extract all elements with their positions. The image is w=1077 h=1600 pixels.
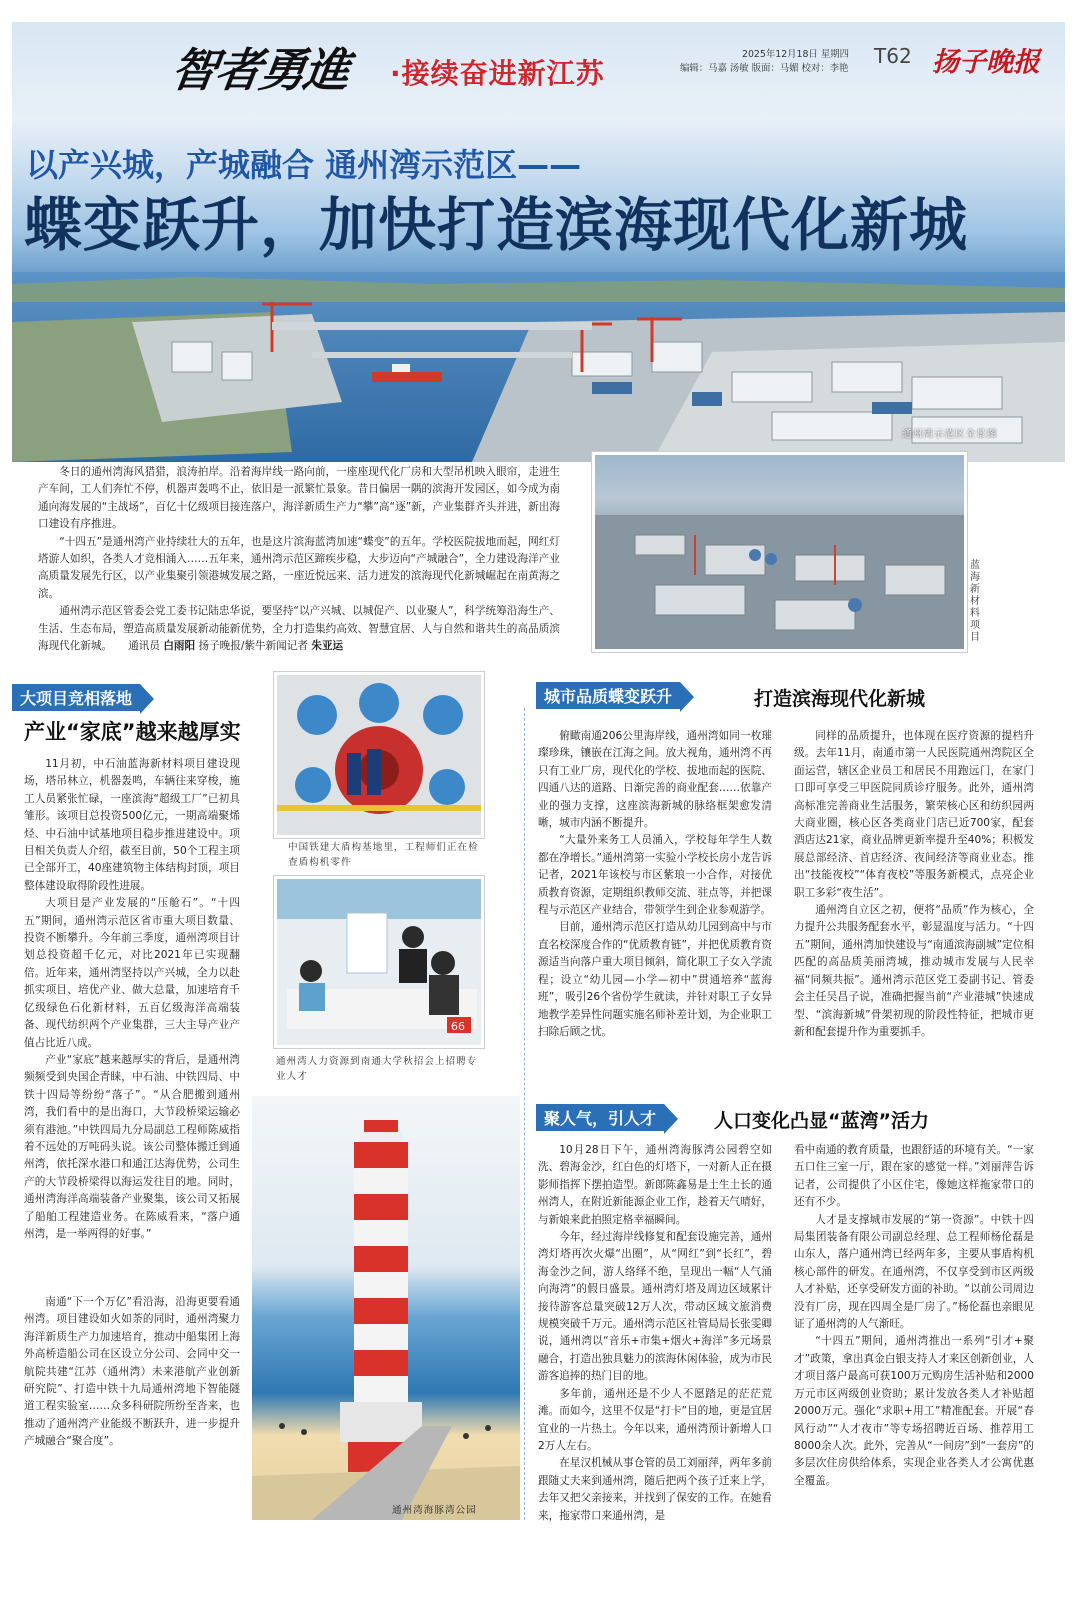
section-tag: 大项目竞相落地 [12, 684, 140, 711]
section2-col2 [794, 728, 1034, 1041]
section3-header [536, 1104, 664, 1131]
editor-credits: 编辑：马嘉 汤敏 版面：马媚 校对：李艳 [680, 63, 849, 74]
article-paragraph: 在星汉机械从事仓管的员工刘丽萍，两年多前跟随丈夫来到通州湾，随后把两个孩子迁来上学，去年又把父亲接来，并找到了保安的工作。在她看来，拖家带口来通州湾，是 [538, 1457, 772, 1522]
headline-main: 蝶变跃升，加快打造滨海现代化新城 [24, 191, 969, 259]
section1-header [12, 684, 140, 711]
article-paragraph: 看中南通的教育质量，也跟舒适的环境有关。“一家五口住三室一厅，跟在家的感觉一样。”刘丽萍告诉记者，公司提供了小区住宅，像她这样拖家带口的还有不少。 [794, 1144, 1034, 1209]
headline-kicker: 以产兴城，产城融合 通州湾示范区—— [26, 146, 582, 184]
article-paragraph: 俯瞰南通206公里海岸线，通州湾如同一枚璀璨珍珠，镶嵌在江海之间。放大视角，通州湾不再只有工业厂房，现代化的学校、拔地而起的医院、四通八达的道路、日渐完善的商业配套……依靠产业的强力支撑，这座滨海新城的脉络框架愈发清晰，城市内涵不断提升。 [538, 730, 772, 830]
intro-paragraph: “十四五”是通州湾产业持续壮大的五年，也是这片滨海蓝湾加速“蝶变”的五年。学校医院拔地而起，网红灯塔游人如织，各类人才竞相涌入……五年来，通州湾示范区蹄疾步稳，大步迈向“产城融合”，全力建设海洋产业高质量发展先行区，以产业集聚引领港城发展之路，一座近悦远来、活力迸发的滨海现代化新城崛起在南黄海之滨。 [38, 535, 560, 600]
section2-col1 [538, 728, 772, 1041]
section-divider [524, 708, 525, 1520]
section3-col2 [794, 1142, 1034, 1490]
section2-title: 打造滨海现代化新城 [754, 688, 926, 710]
article-paragraph: 同样的品质提升，也体现在医疗资源的提档升级。去年11月，南通市第一人民医院通州湾院区全面运营，辖区企业员工和居民不用跑远门，在家门口即可享受三甲医院同质诊疗服务。此外，通州湾高标准完善商业生活服务，繁荣核心区和纺织园两大商业圈，核心区各类商业门店已近700家，配套酒店达21家，商业品牌更新率提升至40%；积极发展总部经济、首店经济、夜间经济等商业业态。推出“技能夜校”“体育夜校”等服务新模式，点亮企业职工多彩“夜生活”。 [794, 730, 1034, 899]
lighthouse-photo [252, 1096, 520, 1520]
shield-machine-image [277, 675, 481, 835]
article-paragraph: “十四五”期间，通州湾推出一系列“引才+聚才”政策，拿出真金白银支持人才来区创新创业，人才项目落户最高可获100万元购房生活补贴和2000万元市区两级创业资助；累计发放各类人才补贴超2000万元。强化“求职+用工”精准配套。开展“春风行动”“人才夜市”等专场招聘近百场、推荐用工8000余人次。此外，完善从“一间房”到“一套房”的多层次住房供给体系，实现企业各类人才公寓优惠全覆盖。 [794, 1335, 1034, 1487]
hero-caption: 通州湾示范区全景图 [902, 429, 998, 440]
intro-article [38, 464, 560, 655]
lighthouse-image [252, 1096, 520, 1520]
article-paragraph: 南通“下一个万亿”看沿海，沿海更要看通州湾。项目建设如火如荼的同时，通州湾聚力海洋新质生产力加速培育，推动中船集团上海外高桥造船公司在区设立分公司、会同中交一航院共建“江苏（通州湾）未来港航产业创新研究院”、打造中铁十九局通州湾地下智能隧道工程实验室……众多科研院所纷至沓来，也推动了通州湾产业能级不断跃升，进一步提升产城融合“聚合度”。 [24, 1296, 240, 1448]
article-paragraph: 人才是支撑城市发展的“第一资源”。中铁十四局集团装备有限公司副总经理、总工程师杨伦磊是山东人，落户通州湾已经两年多，主要从事盾构机核心部件的研发。在通州湾，不仅享受到市区两级人才补贴，还享受研发方面的补助。“以前公司周边没有厂房，现在四周全是厂房了。”杨伦磊也亲眼见证了通州湾的人气渐旺。 [794, 1213, 1034, 1331]
article-paragraph: “大量外来务工人员涌入，学校每年学生人数都在净增长。”通州湾第一实验小学校长房小龙告诉记者，2021年该校与市区紫琅一小合作，对接优质教育资源，定期组织教师交流、驻点等，并把课程与示范区产业结合，带领学生到企业参观游学。 [538, 834, 772, 917]
article-paragraph: 10月28日下午，通州湾海豚湾公园碧空如洗、碧海金沙，红白色的灯塔下，一对新人正在摄影师指挥下摆拍造型。新郎陈鑫易是土生土长的通州湾人，在附近新能源企业工作，趁着天气晴好，与新娘来此拍照定格幸福瞬间。 [538, 1144, 772, 1226]
section1-article-cont [24, 1294, 240, 1451]
article-paragraph: 多年前，通州还是不少人不愿踏足的茫茫荒滩。而如今，这里不仅是“打卡”目的地，更是宜居宜业的一片热土。今年以来，通州湾预计新增人口2万人左右。 [538, 1387, 772, 1452]
shield-machine-photo [274, 672, 484, 838]
calligraphy-title: 智者勇進 [167, 43, 352, 97]
lighthouse-caption: 通州湾海豚湾公园 [392, 1505, 477, 1516]
intro-paragraph: 冬日的通州湾海风猎猎，浪涛拍岸。沿着海岸线一路向前，一座座现代化厂房和大型吊机映入眼帘，走进生产车间，工人们奔忙不停，机器声轰鸣不止，依旧是一派繁忙景象。昔日偏居一隅的滨海开发园区，如今成为南通向海发展的“主战场”，百亿十亿级项目接连落户，海洋新质生产力“攀”高“逐”新，产业集群齐头并进，新出海口建设有序推进。 [38, 466, 560, 531]
plant-aerial-image [595, 455, 964, 649]
byline: 通讯员 白雨阳 扬子晚报/紫牛新闻记者 朱亚运 [128, 640, 344, 653]
shield-photo-caption: 中国铁建大盾构基地里，工程师们正在检查盾构机零件 [288, 842, 479, 868]
paper-logo: 扬子晚报 [932, 47, 1040, 78]
section-tag: 聚人气，引人才 [536, 1104, 664, 1131]
section3-col1 [538, 1142, 772, 1525]
job-fair-caption: 通州湾人力资源到南通大学秋招会上招聘专业人才 [276, 1056, 478, 1082]
article-paragraph: 通州湾自立区之初，便将“品质”作为核心，全力提升公共服务配套水平，彰显温度与活力。“十四五”期间，通州湾加快建设与“南通滨海副城”定位相匹配的高品质美丽湾城，推动城市发展与人民幸福“同频共振”。通州湾示范区党工委副书记、管委会主任吴昌子说，准确把握当前“产业港城”快速成型、“滨海新城”骨架初现的阶段性特征，把城市更新和配套提升作为重要抓手。 [794, 904, 1034, 1038]
issue-date: 2025年12月18日 星期四 [742, 49, 849, 60]
intro-paragraph: 通州湾示范区管委会党工委书记陆忠华说，要坚持“以产兴城、以城促产、以业聚人”，科学统筹沿海生产、生活、生态布局，塑造高质量发展新动能新优势，全力打造集约高效、智慧宜居、人与自然和谐共生的高品质滨海现代化新城。 通讯员 白雨阳 扬子晚报/紫牛新闻记者 朱亚运 [38, 605, 560, 653]
bluesea-project-photo [592, 452, 967, 652]
job-fair-image [277, 879, 481, 1045]
section1-article [24, 756, 240, 1243]
article-paragraph: 大项目是产业发展的“压舱石”。“十四五”期间，通州湾示范区省市重大项目数量、投资不断攀升。今年前三季度，通州湾项目计划总投资超千亿元，对比2021年已实现翻倍。近年来，通州湾坚持以产兴城，全力以赴抓实项目、培优产业、做大总量，加速培育千亿级绿色石化新材料，五百亿级海洋高端装备、现代纺织两个产业集群，三大主导产业产值占比近八成。 [24, 897, 240, 1049]
sign-number: 66 [451, 1020, 465, 1033]
section3-title: 人口变化凸显“蓝湾”活力 [714, 1110, 929, 1132]
article-paragraph: 目前，通州湾示范区打造从幼儿园到高中与市直名校深度合作的“优质教育链”，并把优质教育资源适当向落户重大项目倾斜，简化职工子女入学流程；设立“幼儿园—小学—初中”贯通培养“蓝海班”，吸引26个省份学生就读，并针对职工子女异地教学差异性问题实施名师补差计划，为企业职工扫除后顾之忧。 [538, 921, 772, 1038]
page-number: T62 [874, 44, 912, 68]
article-paragraph: 今年，经过海岸线修复和配套设施完善，通州湾灯塔再次火爆“出圈”，从“网红”到“长红”，碧海金沙之间，游人络绎不绝，呈现出一幅“人气涌向海湾”的假日盛景。通州湾灯塔及周边区域累计接待游客总量突破12万人次，带动区域文旅消费规模突破千万元。通州湾示范区社管局局长张雯卿说，通州湾以“音乐+市集+烟火+海洋”多元场景融合，打造出独具魅力的滨海休闲体验，成为市民游客追捧的热门目的地。 [538, 1231, 772, 1383]
article-paragraph: 产业“家底”越来越厚实的背后，是通州湾频频受到央国企青睐，中石油、中铁四局、中铁十四局等纷纷“落子”。“从合肥搬到通州湾，我们看中的是出海口，大节段桥梁运输必须有港池。”中铁四局九分局副总工程师陈威指着不远处的万吨码头说。该公司整体搬迁到通州湾，依托深水港口和通江达海优势，公司生产的大节段桥梁得以海运发往目的地。同时，通州湾海洋高端装备产业聚集，该公司又拓展了船舶工程建造业务。在陈威看来，“落户通州湾，是一举两得的好事。” [24, 1053, 240, 1240]
section-tag: 城市品质蝶变跃升 [536, 682, 680, 709]
section2-header [536, 682, 680, 709]
job-fair-photo [274, 876, 484, 1048]
inset-caption: 蓝海新材料项目 [970, 560, 981, 643]
article-paragraph: 11月初，中石油蓝海新材料项目建设现场，塔吊林立，机器轰鸣，车辆往来穿梭，施工人员紧张忙碌，一座滨海“超级工厂”已初具雏形。该项目总投资500亿元，一期高端聚烯烃、中石油中试基地项目稳步推进建设中。项目相关负责人介绍，截至目前，50个工程主项已全部开工，40座建筑物主体结构封顶，项目整体建设取得阶段性进展。 [24, 758, 240, 892]
section1-title: 产业“家底”越来越厚实 [24, 720, 241, 744]
hero-banner [12, 22, 1065, 462]
slogan: ·接续奋进新江苏 [390, 57, 605, 90]
